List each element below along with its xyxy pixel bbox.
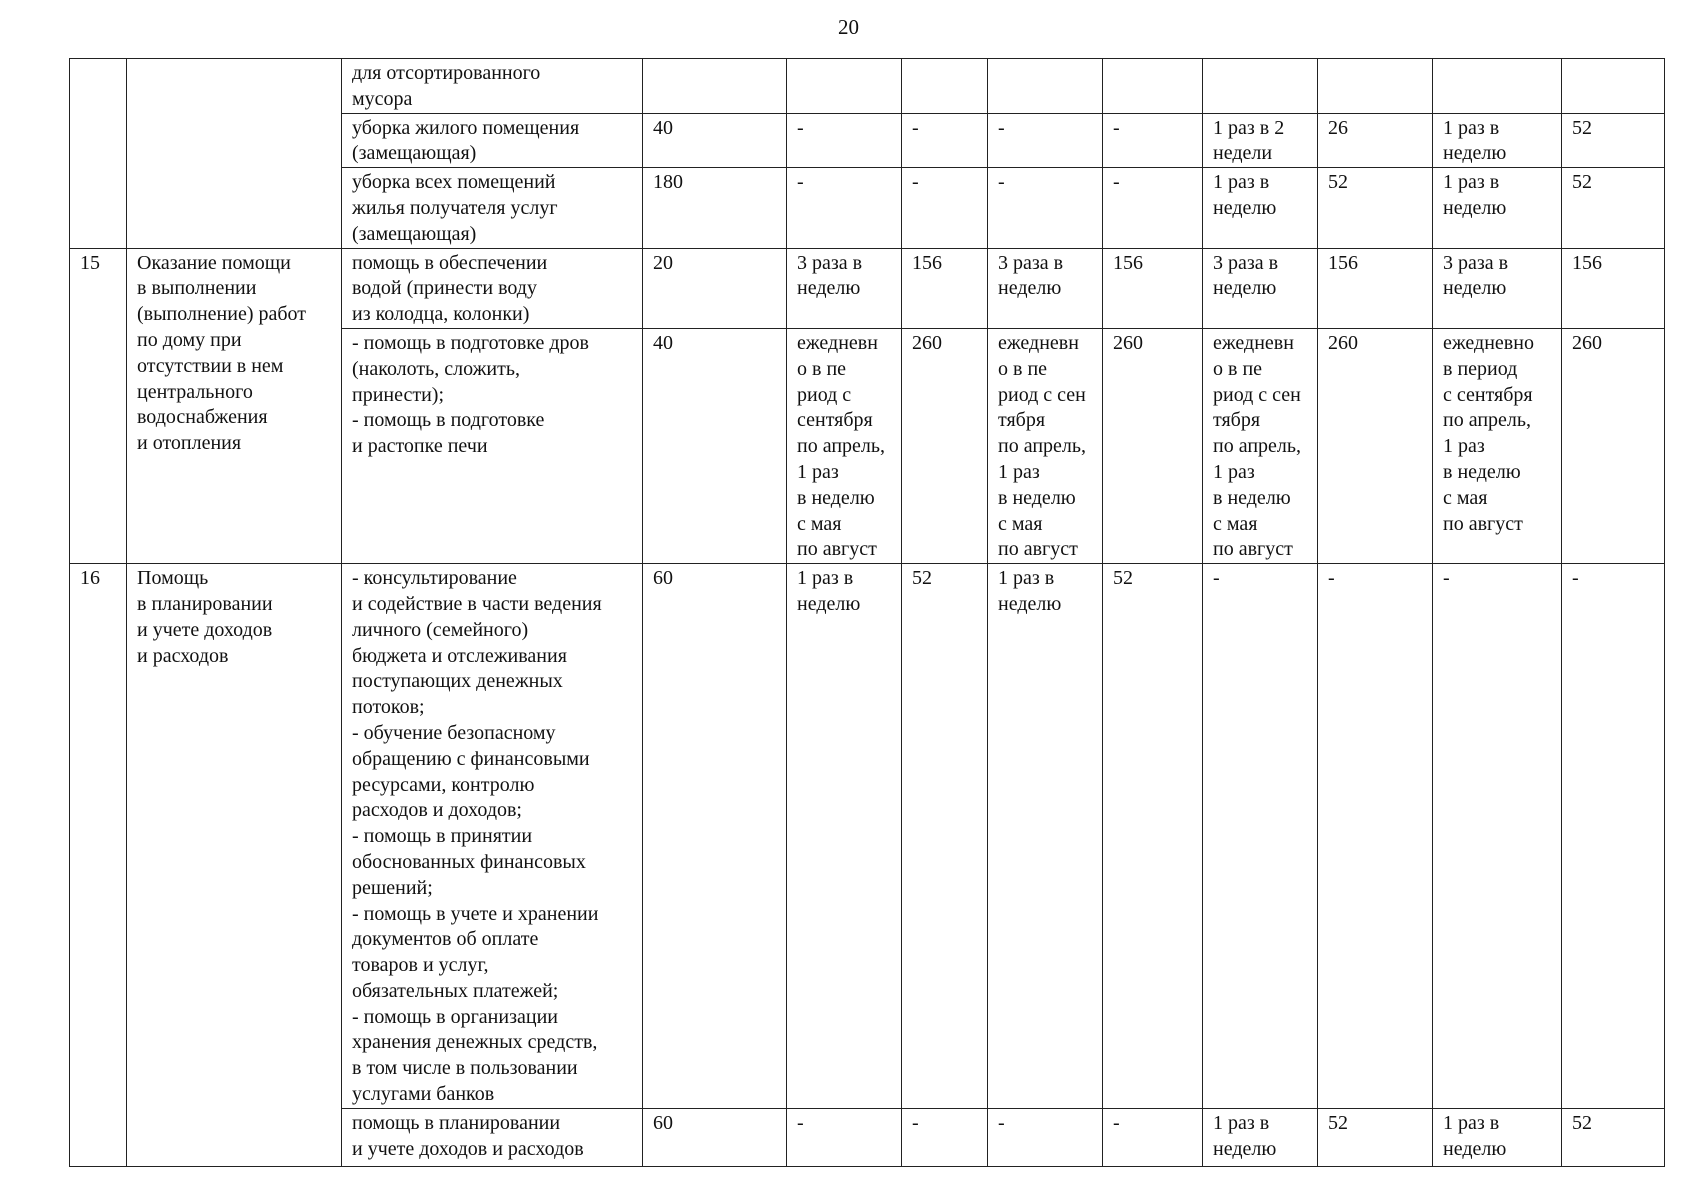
frequency-cell: - <box>1203 564 1318 1109</box>
count-cell <box>1103 59 1203 114</box>
frequency-cell: - <box>988 113 1103 168</box>
count-cell: - <box>1103 168 1203 248</box>
count-cell <box>1318 59 1433 114</box>
count-cell: 260 <box>1103 328 1203 563</box>
time-norm-cell: 20 <box>643 248 787 328</box>
frequency-cell: ежедневн о в пе риод с сентября по апрель, 1 раз в неделю с мая по август <box>787 328 902 563</box>
count-cell: 52 <box>1562 1108 1665 1166</box>
frequency-cell: 1 раз в 2 недели <box>1203 113 1318 168</box>
time-norm-cell: 180 <box>643 168 787 248</box>
time-norm-cell: 40 <box>643 113 787 168</box>
sub-service-cell: - консультирование и содействие в части ведения личного (семейного) бюджета и отслеживания поступающих денежных потоков; - обучение безопасному обращению с финансовыми ресурсами, контролю расходов и доходов; - помощь в принятии обоснованных финансовых решений; - помощь в учете и хранении документов об оплате товаров и услуг, обязательных платежей; - помощь в организации хранения денежных средств, в том числе в пользовании услугами банков <box>342 564 643 1109</box>
time-norm-cell <box>643 59 787 114</box>
count-cell: - <box>902 168 988 248</box>
count-cell: 52 <box>1318 168 1433 248</box>
frequency-cell: ежедневн о в пе риод с сен тября по апрель, 1 раз в неделю с мая по август <box>1203 328 1318 563</box>
sub-service-cell: уборка жилого помещения (замещающая) <box>342 113 643 168</box>
time-norm-cell: 60 <box>643 564 787 1109</box>
row-number-cell <box>70 59 127 249</box>
frequency-cell: 1 раз в неделю <box>787 564 902 1109</box>
frequency-cell: 3 раза в неделю <box>1433 248 1562 328</box>
count-cell: - <box>902 113 988 168</box>
frequency-cell: 1 раз в неделю <box>1203 168 1318 248</box>
frequency-cell <box>787 59 902 114</box>
frequency-cell <box>1203 59 1318 114</box>
count-cell: - <box>1103 1108 1203 1166</box>
frequency-cell <box>1433 59 1562 114</box>
count-cell: 156 <box>1562 248 1665 328</box>
count-cell: - <box>1562 564 1665 1109</box>
count-cell: - <box>1318 564 1433 1109</box>
count-cell: 52 <box>1562 113 1665 168</box>
sub-service-cell: для отсортированного мусора <box>342 59 643 114</box>
count-cell: 156 <box>1103 248 1203 328</box>
frequency-cell: 1 раз в неделю <box>1433 113 1562 168</box>
count-cell: - <box>1103 113 1203 168</box>
table-row <box>70 248 1665 328</box>
sub-service-cell: помощь в планировании и учете доходов и расходов <box>342 1108 643 1166</box>
sub-service-cell: помощь в обеспечении водой (принести воду из колодца, колонки) <box>342 248 643 328</box>
time-norm-cell: 60 <box>643 1108 787 1166</box>
frequency-cell: 3 раза в неделю <box>1203 248 1318 328</box>
service-name-cell <box>127 59 342 249</box>
service-name-cell: Помощь в планировании и учете доходов и расходов <box>127 564 342 1167</box>
service-name-cell: Оказание помощи в выполнении (выполнение) работ по дому при отсутствии в нем центрального водоснабжения и отопления <box>127 248 342 564</box>
frequency-cell: 1 раз в неделю <box>1433 1108 1562 1166</box>
row-number-cell: 15 <box>70 248 127 564</box>
count-cell: 52 <box>1562 168 1665 248</box>
frequency-cell: 1 раз в неделю <box>988 564 1103 1109</box>
count-cell <box>902 59 988 114</box>
frequency-cell: 3 раза в неделю <box>787 248 902 328</box>
count-cell: 156 <box>902 248 988 328</box>
time-norm-cell: 40 <box>643 328 787 563</box>
row-number-cell: 16 <box>70 564 127 1167</box>
count-cell: 260 <box>1318 328 1433 563</box>
frequency-cell: - <box>787 113 902 168</box>
count-cell <box>1562 59 1665 114</box>
frequency-cell: 3 раза в неделю <box>988 248 1103 328</box>
count-cell: 260 <box>1562 328 1665 563</box>
frequency-cell: - <box>1433 564 1562 1109</box>
table-row <box>70 59 1665 114</box>
sub-service-cell: уборка всех помещений жилья получателя услуг (замещающая) <box>342 168 643 248</box>
frequency-cell: - <box>988 1108 1103 1166</box>
count-cell: - <box>902 1108 988 1166</box>
count-cell: 156 <box>1318 248 1433 328</box>
frequency-cell: - <box>988 168 1103 248</box>
page-number: 20 <box>838 15 859 39</box>
frequency-cell <box>988 59 1103 114</box>
count-cell: 26 <box>1318 113 1433 168</box>
count-cell: 52 <box>1318 1108 1433 1166</box>
sub-service-cell: - помощь в подготовке дров (наколоть, сложить, принести); - помощь в подготовке и растопке печи <box>342 328 643 563</box>
count-cell: 260 <box>902 328 988 563</box>
frequency-cell: ежедневно в период с сентября по апрель, 1 раз в неделю с мая по август <box>1433 328 1562 563</box>
frequency-cell: 1 раз в неделю <box>1433 168 1562 248</box>
frequency-cell: - <box>787 168 902 248</box>
table-row <box>70 564 1665 1109</box>
services-table <box>69 58 1665 1167</box>
frequency-cell: ежедневн о в пе риод с сен тября по апрель, 1 раз в неделю с мая по август <box>988 328 1103 563</box>
frequency-cell: 1 раз в неделю <box>1203 1108 1318 1166</box>
count-cell: 52 <box>902 564 988 1109</box>
frequency-cell: - <box>787 1108 902 1166</box>
count-cell: 52 <box>1103 564 1203 1109</box>
